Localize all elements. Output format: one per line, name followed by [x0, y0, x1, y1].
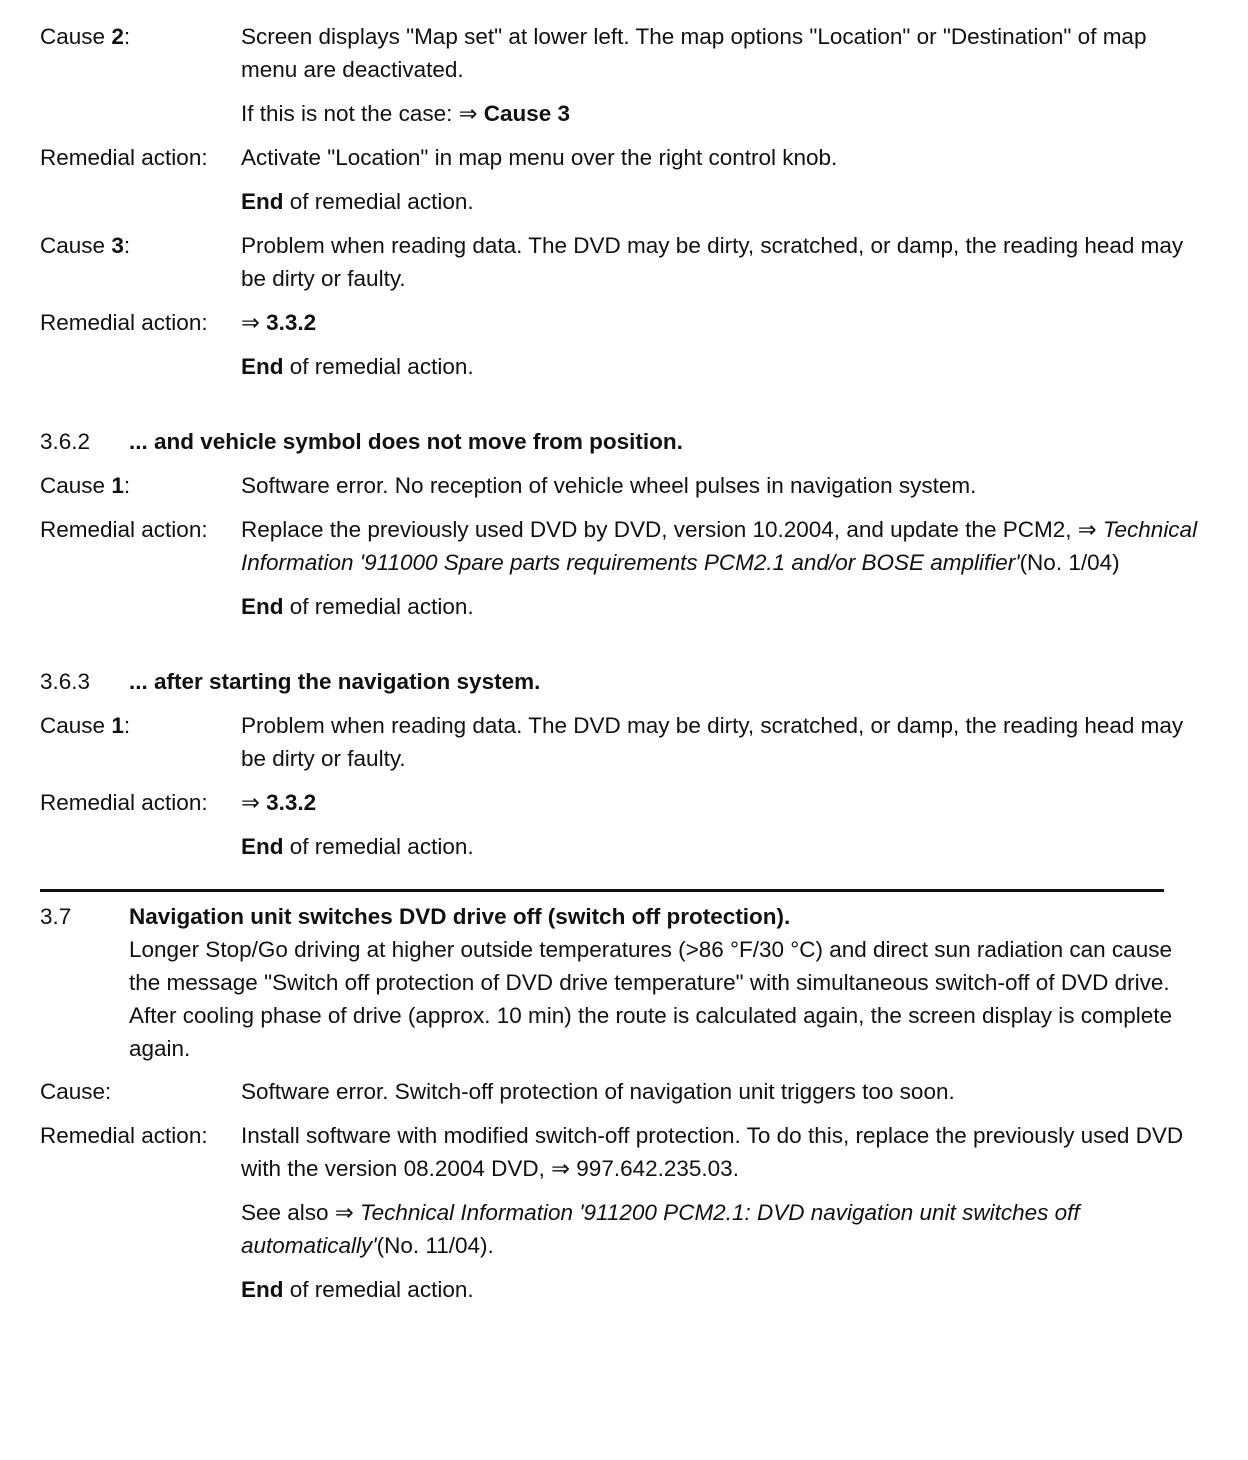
- remedial-text: Activate "Location" in map menu over the right control knob.: [241, 145, 838, 170]
- section-number: 3.6.3: [40, 669, 91, 694]
- end-of-remedial: End of remedial action.: [241, 594, 474, 619]
- section-divider: [40, 889, 1164, 892]
- cause-label: Cause 1:: [40, 713, 131, 738]
- remedial-row: [40, 1119, 1200, 1185]
- remedial-reference: ⇒ 3.3.2: [241, 790, 317, 815]
- end-of-remedial: End of remedial action.: [241, 834, 474, 859]
- section-3-7: [40, 900, 1200, 1065]
- cause-1-row: [40, 709, 1200, 775]
- section-title: Navigation unit switches DVD drive off (switch off protection).: [129, 904, 791, 929]
- cause-label: Cause 1:: [40, 473, 131, 498]
- remedial-row: [40, 513, 1200, 579]
- cause-1-text: Software error. No reception of vehicle wheel pulses in navigation system.: [241, 473, 977, 498]
- arrow-icon: ⇒: [241, 790, 260, 815]
- cause-3-reference: Cause 3: [483, 101, 571, 126]
- end-of-remedial: End of remedial action.: [241, 1277, 474, 1302]
- remedial-row: [40, 141, 1200, 174]
- remedial-text: Install software with modified switch-off protection. To do this, replace the previously used DVD with the version 08.2004 DVD, ⇒ 997.642.235.03.: [241, 1123, 1184, 1181]
- remedial-text: Replace the previously used DVD by DVD, version 10.2004, and update the PCM2, ⇒ Technical Information '911000 Spare parts requirements PCM2.1 and/or BOSE amplifier'(No. 1/04): [241, 517, 1198, 575]
- cause-row: [40, 1075, 1200, 1108]
- arrow-icon: ⇒: [1077, 517, 1097, 542]
- manual-page: [40, 20, 1200, 1306]
- section-number: 3.6.2: [40, 429, 91, 454]
- arrow-icon: ⇒: [458, 101, 478, 126]
- end-row: [40, 1273, 1200, 1306]
- cause-label: Cause 3:: [40, 233, 131, 258]
- see-also: See also ⇒ Technical Information '911200 PCM2.1: DVD navigation unit switches off automatically'(No. 11/04).: [241, 1200, 1080, 1258]
- arrow-icon: ⇒: [334, 1200, 354, 1225]
- remedial-row: [40, 786, 1200, 819]
- cause-1-row: [40, 469, 1200, 502]
- end-row: [40, 185, 1200, 218]
- end-row: [40, 590, 1200, 623]
- section-number: 3.7: [40, 904, 72, 929]
- section-heading-3-6-2: [40, 425, 1200, 458]
- technical-information-link: Technical Information '911000 Spare parts requirements PCM2.1 and/or BOSE amplifier': [241, 517, 1198, 575]
- end-row: [40, 830, 1200, 863]
- end-row: [40, 350, 1200, 383]
- remedial-label: Remedial action:: [40, 145, 208, 170]
- section-title: ... and vehicle symbol does not move from position.: [129, 429, 683, 454]
- technical-information-link: Technical Information '911200 PCM2.1: DVD navigation unit switches off automatically': [241, 1200, 1080, 1258]
- remedial-label: Remedial action:: [40, 790, 208, 815]
- section-title: ... after starting the navigation system.: [129, 669, 541, 694]
- cause-text: Software error. Switch-off protection of navigation unit triggers too soon.: [241, 1079, 955, 1104]
- remedial-label: Remedial action:: [40, 517, 208, 542]
- cause-3-text: Problem when reading data. The DVD may be dirty, scratched, or damp, the reading head may be dirty or faulty.: [241, 233, 1184, 291]
- cause-3-row: [40, 229, 1200, 295]
- if-not-row: [40, 97, 1200, 130]
- section-description: Longer Stop/Go driving at higher outside temperatures (>86 °F/30 °C) and direct sun radiation can cause the message "Switch off protection of DVD drive temperature" with simultaneous switch-off of DVD drive. After cooling phase of drive (approx. 10 min) the route is calculated again, the screen display is complete again.: [129, 937, 1173, 1061]
- end-of-remedial: End of remedial action.: [241, 189, 474, 214]
- see-also-row: [40, 1196, 1200, 1262]
- remedial-reference: ⇒ 3.3.2: [241, 310, 317, 335]
- cause-2-text: Screen displays "Map set" at lower left. The map options "Location" or "Destination" of map menu are deactivated.: [241, 24, 1147, 82]
- end-of-remedial: End of remedial action.: [241, 354, 474, 379]
- remedial-row: [40, 306, 1200, 339]
- arrow-icon: ⇒: [241, 310, 260, 335]
- remedial-label: Remedial action:: [40, 310, 208, 335]
- cause-label: Cause 2:: [40, 24, 131, 49]
- cause-1-text: Problem when reading data. The DVD may be dirty, scratched, or damp, the reading head may be dirty or faulty.: [241, 713, 1184, 771]
- cause-label: Cause:: [40, 1079, 112, 1104]
- arrow-icon: ⇒: [551, 1156, 571, 1181]
- if-not-case: If this is not the case: ⇒ Cause 3: [241, 101, 571, 126]
- part-number: 997.642.235.03.: [576, 1156, 739, 1181]
- cause-2-row: [40, 20, 1200, 86]
- section-heading-3-6-3: [40, 665, 1200, 698]
- remedial-label: Remedial action:: [40, 1123, 208, 1148]
